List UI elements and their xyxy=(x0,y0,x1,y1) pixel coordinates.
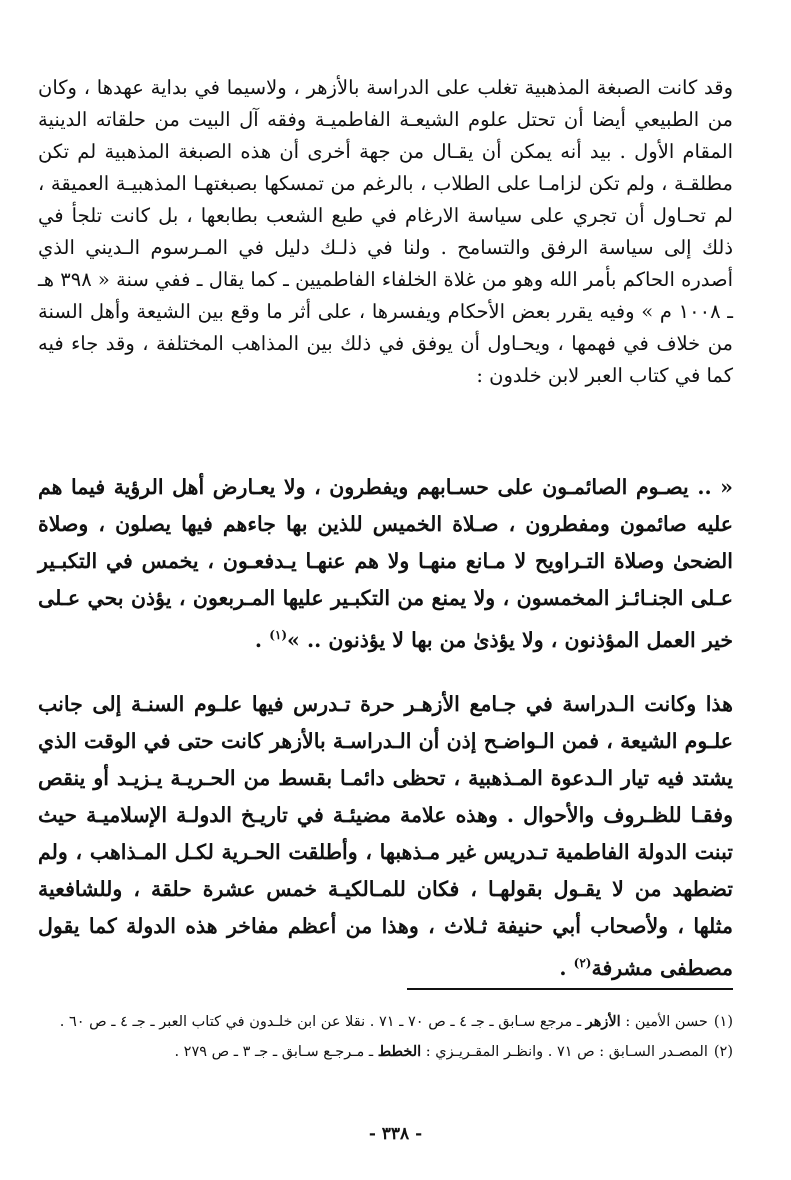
intro-paragraph: وقد كانت الصبغة المذهبية تغلب على الدراسة بالأزهر ، ولاسيما في بداية عهدها ، وكان من الطبيعي أيضا أن تحتل علوم الشيعـة الفاطميـة وفقه آل البيت من حلقاته الدينية المقام الأول . بيد أنه يمكن أن يقـال من جهة أخرى أن هذه الصبغة المذهبية لم تكن مطلقـة ، ولم تكن لزامـا على الطلاب ، بالرغم من تمسكها بصبغتهـا المذهبيـة العميقة ، لم تحـاول أن تجري على سياسة الارغام في طبع الشعب بطابعها ، بل كانت تلجأ في ذلك إلى سياسة الرفق والتسامح . ولنا في ذلـك دليل في المـرسوم الـديني الذي أصدره الحاكم بأمر الله وهو من غلاة الخلفاء الفاطميين ـ كما يقال ـ ففي سنة « ٣٩٨ هـ ـ ١٠٠٨ م » وفيه يقرر بعض الأحكام ويفسرها ، على أثر ما وقع بين الشيعة وأهل السنة من خلاف في فهمها ، ويحـاول أن يوفق في ذلك بين المذاهب المختلفة ، وقد جاء فيه كما في كتاب العبر لابن خلدون : xyxy=(38,75,733,387)
footnote-ref-1[interactable]: (١) xyxy=(269,627,288,642)
footnote-number: (١) xyxy=(713,1014,733,1030)
footnote-source-title: الخطط xyxy=(377,1043,422,1060)
footnote-1 xyxy=(38,1010,733,1034)
decree-quote-text: « .. يصـوم الصائمـون على حسـابهم ويفطرون ، ولا يعـارض أهل الرؤية فيما هم عليه صائمون ومفطرون ، صـلاة الخميس للذين بها جاءهم فيها يصلون ، وصلاة الضحىٰ وصلاة التـراويح لا مـانع منهـا ولا هم عنهـا يـدفعـون ، يخمس في التكبـير عـلى الجنـائـز المخمسون ، ولا يمنع من التكبـير عليها المـربعون ، يؤذن بحي عـلى خير العمل المؤذنون ، ولا يؤذىٰ من بها لا يؤذنون .. » xyxy=(38,474,733,652)
footnote-ref-2[interactable]: (٢) xyxy=(573,955,592,970)
footnote-text: ـ مـرجـع سـابق ـ جـ ٣ ـ ص ٢٧٩ . xyxy=(174,1044,378,1060)
footnote-divider xyxy=(407,988,733,990)
page-number: - ٣٣٨ - xyxy=(368,1124,423,1144)
section-paragraph-text: هذا وكانت الـدراسة في جـامع الأزهـر حرة تـدرس فيها علـوم السنـة إلى جانب علـوم الشيعة ، فمن الـواضـح إذن أن الـدراسـة بالأزهر كانت حتى في الوقت الذي يشتد فيه تيار الـدعوة المـذهبية ، تحظى دائمـا بقسط من الحـريـة يـزيـد أو ينقص وفقـا للظـروف والأحوال . وهذه علامة مضيئـة في تاريـخ الدولـة الإسلاميـة حيث تبنت الدولة الفاطمية تـدريس غير مـذهبها ، وأطلقت الحـرية لكـل المـذاهب ، ولم تضطهد من لا يقـول بقولهـا ، فكان للمـالكيـة خمس عشرة حلقة ، وللشافعية مثلها ، ولأصحاب أبي حنيفة ثـلاث ، وهذا من أعظم مفاخر هذه الدولة كما يقول مصطفى مشرفة xyxy=(38,691,733,980)
footnote-number: (٢) xyxy=(713,1044,733,1060)
footnote-text: ـ مرجع سـابق ـ جـ ٤ ـ ص ٧٠ ـ ٧١ . نقلا عن ابن خلـدون في كتاب العبر ـ جـ ٤ ـ ص ٦٠ . xyxy=(59,1014,586,1030)
decree-quote-end: . xyxy=(254,627,270,652)
section-paragraph-end: . xyxy=(559,955,574,980)
footnotes xyxy=(38,1010,733,1070)
section-paragraph xyxy=(38,686,733,987)
footnote-text: المصـدر السـابق : ص ٧١ . وانظـر المقـريـزي : xyxy=(421,1044,708,1060)
footnote-source-title: الأزهر xyxy=(585,1013,621,1030)
decree-quote xyxy=(38,469,733,659)
footnote-2 xyxy=(38,1040,733,1064)
footnote-text: حسن الأمين : xyxy=(620,1014,708,1030)
